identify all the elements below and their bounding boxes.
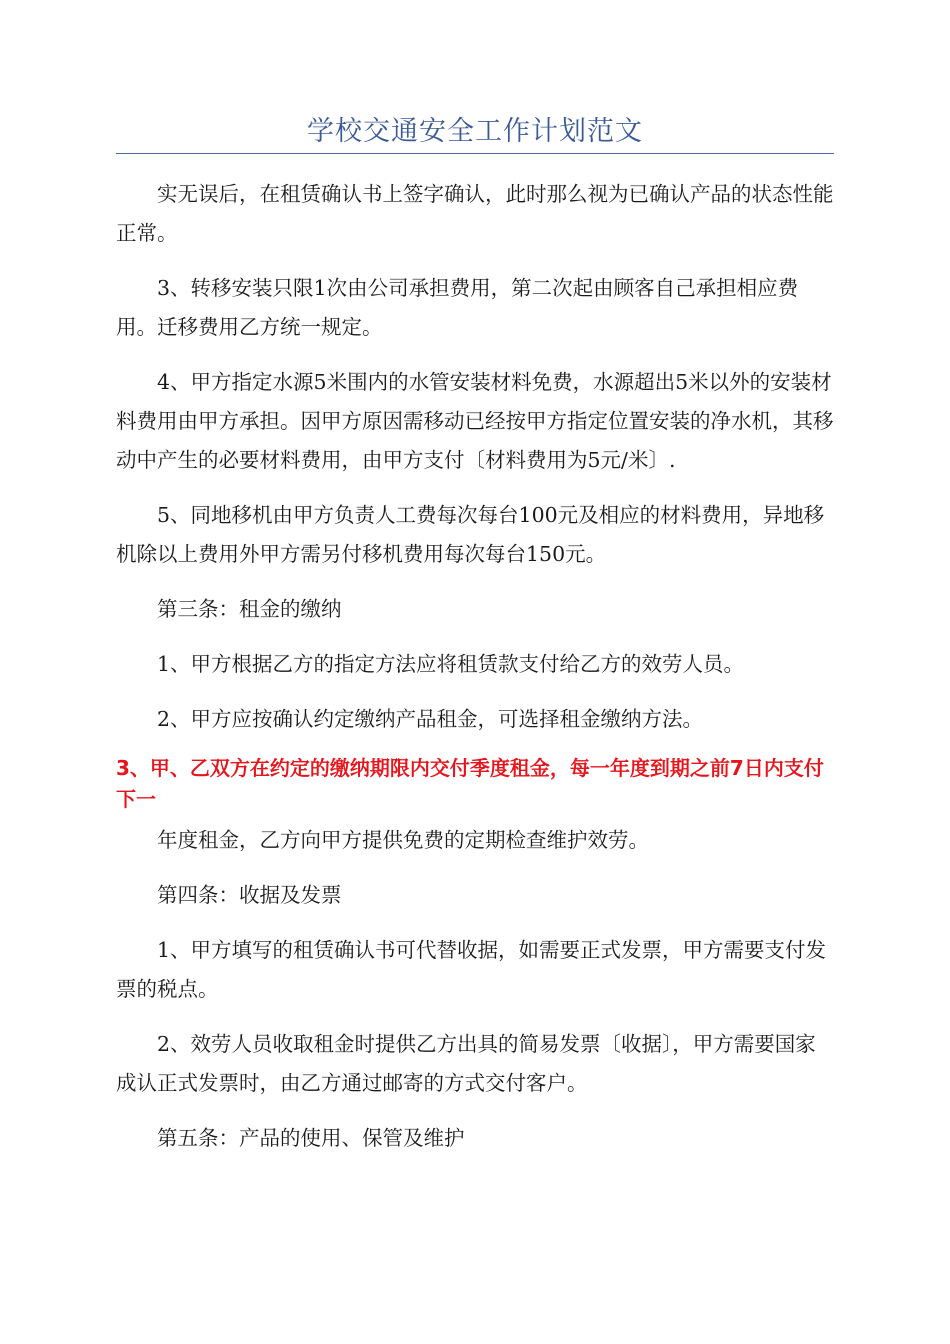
section-heading-article-3: 第三条：租金的缴纳 — [157, 597, 342, 621]
section-heading-article-4: 第四条：收据及发票 — [157, 883, 342, 907]
paragraph-rent-3-continued: 年度租金，乙方向甲方提供免费的定期检查维护效劳。 — [157, 828, 649, 852]
paragraph-rent-2: 2、甲方应按确认约定缴纳产品租金，可选择租金缴纳方法。 — [157, 707, 704, 731]
paragraph-rent-1: 1、甲方根据乙方的指定方法应将租赁款支付给乙方的效劳人员。 — [157, 652, 745, 676]
paragraph-receipt-1: 1、甲方填写的租赁确认书可代替收据，如需要正式发票，甲方需要支付发票的税点。 — [116, 938, 827, 1001]
highlighted-paragraph-rent-3: 3、甲、乙双方在约定的缴纳期限内交付季度租金，每一年度到期之前7日内支付下一 — [116, 756, 824, 811]
page-title: 学校交通安全工作计划范文 — [307, 116, 643, 147]
paragraph-item-3: 3、转移安装只限1次由公司承担费用，第二次起由顾客自己承担相应费用。迁移费用乙方统一规定。 — [116, 276, 799, 339]
paragraph-item-5: 5、同地移机由甲方负责人工费每次每台100元及相应的材料费用，异地移机除以上费用外甲方需另付移机费用每次每台150元。 — [116, 503, 825, 566]
title-divider — [116, 153, 834, 154]
section-heading-article-5: 第五条：产品的使用、保管及维护 — [157, 1126, 465, 1150]
paragraph-item-4: 4、甲方指定水源5米围内的水管安装材料免费，水源超出5米以外的安装材料费用由甲方承担。因甲方原因需移动已经按甲方指定位置安装的净水机，其移动中产生的必要材料费用，由甲方支付〔材料费用为5元/米〕. — [116, 370, 834, 472]
paragraph-continuation: 实无误后，在租赁确认书上签字确认，此时那么视为已确认产品的状态性能正常。 — [116, 182, 834, 245]
paragraph-receipt-2: 2、效劳人员收取租金时提供乙方出具的简易发票〔收据〕，甲方需要国家成认正式发票时，由乙方通过邮寄的方式交付客户。 — [116, 1032, 816, 1095]
document-body — [116, 175, 834, 1174]
